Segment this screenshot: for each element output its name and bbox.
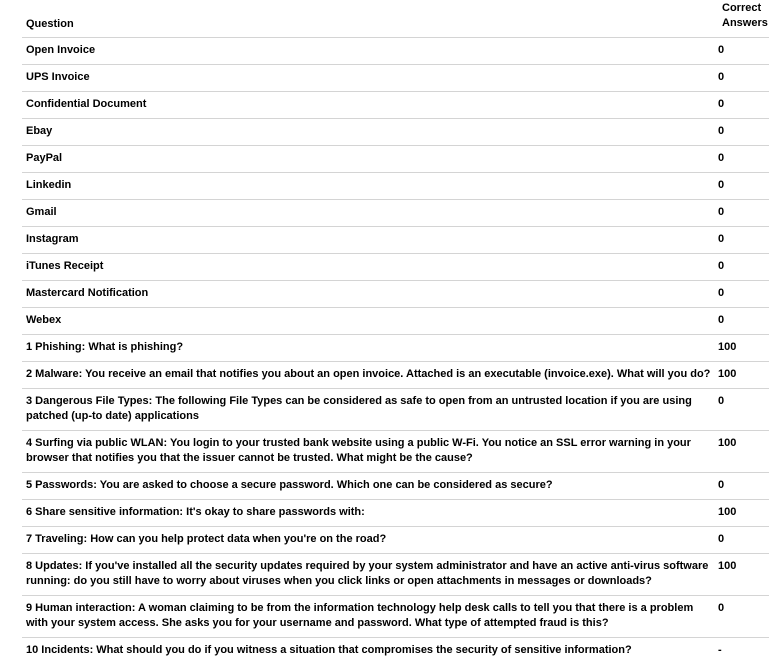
answers-cell: 0 bbox=[718, 71, 725, 83]
answers-cell: 0 bbox=[718, 98, 725, 110]
answers-cell: 0 bbox=[718, 533, 725, 545]
answers-cell: 0 bbox=[718, 287, 725, 299]
answers-cell: 0 bbox=[718, 260, 725, 272]
question-cell: 6 Share sensitive information: It's okay to share passwords with: bbox=[26, 506, 365, 518]
question-cell: Confidential Document bbox=[26, 98, 147, 110]
answers-cell: 0 bbox=[718, 206, 725, 218]
question-cell: 7 Traveling: How can you help protect data when you're on the road? bbox=[26, 533, 387, 545]
table-row bbox=[22, 281, 769, 308]
answers-cell: 100 bbox=[718, 560, 737, 572]
question-cell: iTunes Receipt bbox=[26, 260, 104, 272]
question-cell: PayPal bbox=[26, 152, 63, 164]
table-row bbox=[22, 596, 769, 638]
answers-cell: 0 bbox=[718, 479, 725, 491]
question-cell: 3 Dangerous File Types: The following File Types can be considered as safe to open from an untrusted location if you are using patched (up-to date) applications bbox=[26, 395, 692, 422]
table-row bbox=[22, 254, 769, 281]
table-row bbox=[22, 200, 769, 227]
question-cell: 1 Phishing: What is phishing? bbox=[26, 341, 184, 353]
answers-cell: 100 bbox=[718, 506, 737, 518]
table-row bbox=[22, 638, 769, 665]
answers-cell: - bbox=[718, 644, 722, 656]
answers-cell: 0 bbox=[718, 602, 725, 614]
question-cell: 9 Human interaction: A woman claiming to be from the information technology help desk calls to tell you that there is a problem with your system access. She asks you for your username and password. What type of attempted fraud is this? bbox=[26, 602, 694, 629]
question-cell: Ebay bbox=[26, 125, 53, 137]
question-cell: Linkedin bbox=[26, 179, 72, 191]
question-cell: Instagram bbox=[26, 233, 79, 245]
question-cell: 2 Malware: You receive an email that notifies you about an open invoice. Attached is an executable (invoice.exe). What will you do? bbox=[26, 368, 711, 380]
table-row bbox=[22, 119, 769, 146]
answers-cell: 100 bbox=[718, 368, 737, 380]
table-row bbox=[22, 473, 769, 500]
table-row bbox=[22, 146, 769, 173]
question-column-header: Question bbox=[26, 18, 74, 30]
question-cell: 4 Surfing via public WLAN: You login to your trusted bank website using a public W-Fi. You notice an SSL error warning in your browser that notifies you that the issuer cannot be trusted. What might be the cause? bbox=[26, 437, 691, 464]
answers-cell: 100 bbox=[718, 437, 737, 449]
table-row bbox=[22, 227, 769, 254]
table-row bbox=[22, 362, 769, 389]
results-table bbox=[22, 0, 769, 665]
table-header bbox=[22, 0, 769, 38]
question-cell: UPS Invoice bbox=[26, 71, 90, 83]
table-row bbox=[22, 389, 769, 431]
table-row bbox=[22, 173, 769, 200]
table-row bbox=[22, 65, 769, 92]
answers-cell: 0 bbox=[718, 125, 725, 137]
table-row bbox=[22, 500, 769, 527]
correct-answers-header-line2: Answers bbox=[722, 17, 768, 29]
answers-cell: 0 bbox=[718, 44, 725, 56]
table-row bbox=[22, 335, 769, 362]
table-row bbox=[22, 554, 769, 596]
table-row bbox=[22, 431, 769, 473]
answers-cell: 0 bbox=[718, 179, 725, 191]
question-cell: Webex bbox=[26, 314, 62, 326]
answers-cell: 0 bbox=[718, 152, 725, 164]
question-cell: 8 Updates: If you've installed all the security updates required by your system administrator and have an active anti-virus software running: do you still have to worry about viruses when you click links or open attachments in messages or downloads? bbox=[26, 560, 709, 587]
correct-answers-header-line1: Correct bbox=[722, 2, 762, 14]
answers-cell: 0 bbox=[718, 233, 725, 245]
correct-answers-column-header bbox=[722, 1, 769, 31]
question-cell: 10 Incidents: What should you do if you witness a situation that compromises the security of sensitive information? bbox=[26, 644, 632, 656]
answers-cell: 100 bbox=[718, 341, 737, 353]
question-cell: 5 Passwords: You are asked to choose a secure password. Which one can be considered as secure? bbox=[26, 479, 553, 491]
answers-cell: 0 bbox=[718, 395, 725, 407]
question-cell: Mastercard Notification bbox=[26, 287, 149, 299]
answers-cell: 0 bbox=[718, 314, 725, 326]
table-row bbox=[22, 38, 769, 65]
table-row bbox=[22, 92, 769, 119]
table-row bbox=[22, 527, 769, 554]
question-cell: Open Invoice bbox=[26, 44, 96, 56]
question-cell: Gmail bbox=[26, 206, 57, 218]
table-row bbox=[22, 308, 769, 335]
